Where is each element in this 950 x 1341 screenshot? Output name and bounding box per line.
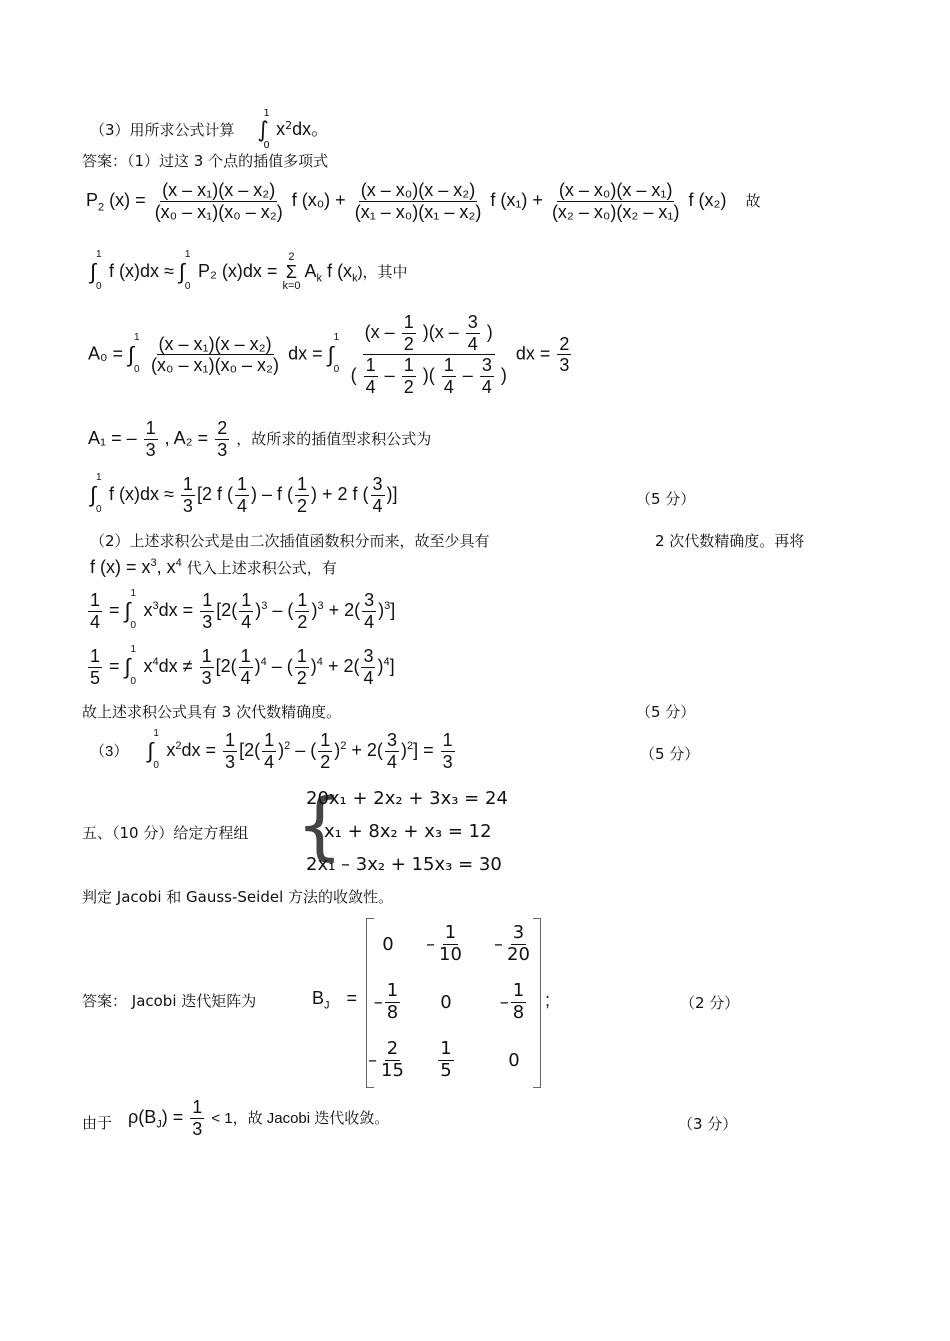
q5-label: 五、（10 分）给定方程组 — [82, 824, 249, 842]
score-label: （2 分） — [680, 994, 740, 1012]
fraction: $\frac{2}{3}$ — [559, 333, 570, 376]
integral-sign: ∫ 1 0 — [124, 588, 137, 632]
score-label: （5 分） — [636, 703, 696, 721]
integral-sign: ∫ 1 0 — [90, 472, 102, 516]
matrix-cell: – $\frac{1}{10}$ — [426, 921, 462, 965]
quadrature-formula: ∫ 1 0 f (x)dx ≈ $\frac{1}{3}$ [2 f ( $\frac{1}{4}$ ) – f ( $\frac{1}{2}$ ) + 2 f ( $\frac{3}{4}$ )] — [90, 472, 398, 516]
fraction: $\frac{\text{(x – x₁)(x – x₂)}}{\text{(x₀ – x₁)(x₀ – x₂)}}$ — [154, 180, 283, 222]
equation-3: 2x₁ – 3x₂ + 15x₃ = 30 — [306, 854, 502, 875]
score-label: （5 分） — [640, 745, 700, 763]
integral-sign: ∫ 1 0 — [90, 249, 102, 292]
interp-polynomial: $P_2$ (x) = $\frac{\text{(x – x₁)(x – x₂)}}{\text{(x₀ – x₁)(x₀ – x₂)}}$ f (x₀) + $\frac{\text{(x – x₀)(x – x₂)}}{\text{(x₁ – x₀)(x₁ – x₂)}}$ f (x₁) + $\frac{\text{(x – x₀)(x – x₁)}}{\text{(x₂ – x₀)(x₂ – x₁)}}$ f (x₂) 故 — [86, 180, 761, 222]
part3-calculation: （3） ∫ 1 0 $x^2dx$ = $\frac{1}{3}$ [2( $\frac{1}{4}$ )$^2$ – ( $\frac{1}{2}$ )$^2$ + 2( $\frac{3}{4}$ )$^2$] = $\frac{1}{3}$ — [90, 728, 453, 772]
integral-sign: ∫ 1 0 — [257, 107, 270, 151]
matrix-cell: 0 — [440, 991, 452, 1013]
matrix-cell: – $\frac{1}{8}$ — [499, 979, 525, 1023]
integral-sign: ∫ 1 0 — [178, 249, 191, 292]
sum-symbol: 2 Σ k=0 — [282, 251, 301, 292]
matrix-cell: – $\frac{2}{15}$ — [368, 1037, 404, 1081]
equation-1: 20x₁ + 2x₂ + 3x₃ = 24 — [306, 788, 508, 809]
rho-line: $\rho(B_J)$ = $\frac{1}{3}$ < 1，故 Jacobi 迭代收敛。 — [128, 1097, 390, 1139]
check-x3: $\frac{1}{4}$ = ∫ 1 0 $x^3dx$ = $\frac{1}{3}$ [2( $\frac{1}{4}$ )$^3$ – ( $\frac{1}{2}$ )$^3$ + 2( $\frac{3}{4}$ )$^3$] — [90, 588, 396, 632]
conclusion: 故上述求积公式具有 3 次代数精确度。 — [82, 703, 342, 721]
semicolon: ; — [545, 990, 551, 1010]
approx-line: ∫ 1 0 f (x)dx ≈ ∫ 1 0 P₂ (x)dx = 2 Σ k=0 $A_k$ f $(x_k)$，其中 — [90, 249, 408, 292]
judge-text: 判定 Jacobi 和 Gauss-Seidel 方法的收敛性。 — [82, 888, 394, 906]
part2-degree: 2 次代数精确度。再将 — [655, 532, 805, 550]
part2-text: （2）上述求积公式是由二次插值函数积分而来，故至少具有 — [90, 532, 490, 550]
check-x4: $\frac{1}{5}$ = ∫ 1 0 $x^4dx$ ≠ $\frac{1}{3}$ [2( $\frac{1}{4}$ )$^4$ – ( $\frac{1}{2}$ )$^4$ + 2( $\frac{3}{4}$ )$^4$] — [90, 644, 395, 688]
fraction: $\frac{\text{(x – x₀)(x – x₂)}}{\text{(x₁ – x₀)(x₁ – x₂)}}$ — [354, 180, 482, 222]
fraction: (x – $\frac{1}{2}$ )(x – $\frac{3}{4}$ ) ( $\frac{1}{4}$ – $\frac{1}{2}$ )( $\frac{1}{4}$ – $\frac{3}{4}$ ) — [350, 312, 507, 398]
fraction: $\frac{\text{(x – x₁)(x – x₂)}}{\text{(x₀ – x₁)(x₀ – x₂)}}$ — [151, 333, 280, 376]
bj-symbol: $B_J$ = — [312, 988, 358, 1012]
score-label: （5 分） — [636, 490, 696, 508]
jacobi-label: 答案： Jacobi 迭代矩阵为 — [82, 992, 257, 1010]
score-label: （3 分） — [678, 1115, 738, 1133]
a1-a2-equation: A₁ = – $\frac{1}{3}$ , A₂ = $\frac{2}{3}$ ，故所求的插值型求积公式为 — [88, 418, 432, 460]
integral-sign: ∫ 1 0 — [147, 728, 159, 772]
left-brace: { — [296, 783, 344, 869]
matrix-cell: – $\frac{3}{20}$ — [494, 921, 530, 965]
matrix-cell: – $\frac{1}{8}$ — [373, 979, 399, 1023]
integral-sign: ∫ 1 0 — [128, 331, 140, 375]
equation-2: x₁ + 8x₂ + x₃ = 12 — [324, 821, 492, 842]
matrix-cell: $\frac{1}{5}$ — [440, 1037, 452, 1081]
fraction: $\frac{\text{(x – x₀)(x – x₁)}}{\text{(x₂ – x₀)(x₂ – x₁)}}$ — [551, 180, 680, 222]
a0-equation: A₀ = ∫ 1 0 $\frac{\text{(x – x₁)(x – x₂)}}{\text{(x₀ – x₁)(x₀ – x₂)}}$ dx = ∫ 1 0 (x – $\frac{1}{2}$ )(x – $\frac{3}{4}$ ) ( $\frac{1}{4}$ – $\frac{1}{2}$ )( $\frac{1}{4}$ – $\frac{3}{4}$ ) dx = $\frac{2}{3}$ — [88, 312, 570, 398]
part3-label: （3）用所求公式计算 — [90, 121, 235, 139]
matrix-cell: 0 — [508, 1049, 520, 1071]
rho-prefix: 由于 — [82, 1114, 113, 1132]
integral-sign: ∫ 1 0 — [327, 331, 340, 375]
answer-header: 答案：（1）过这 3 个点的插值多项式 — [82, 152, 329, 170]
substitution-line: f $(x) = x^3$, $x^4$ 代入上述求积公式，有 — [90, 557, 337, 577]
integral-sign: ∫ 1 0 — [124, 644, 137, 688]
part3-question: （3）用所求公式计算 ∫ 1 0 $x^2dx$。 — [90, 107, 330, 151]
matrix-cell: 0 — [382, 933, 394, 955]
fraction: $\frac{1}{3}$ — [145, 418, 156, 460]
fraction: $\frac{2}{3}$ — [217, 418, 228, 460]
